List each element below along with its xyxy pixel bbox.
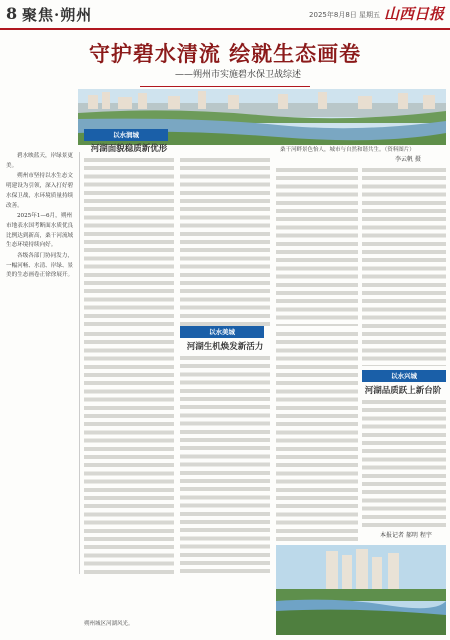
article-column xyxy=(276,166,358,326)
headline-subtitle: ——朔州市实施碧水保卫战综述 xyxy=(175,70,302,80)
article-column xyxy=(84,330,174,575)
lead-column xyxy=(6,152,76,572)
lead-paragraph: 朔州市坚持以水生态文明建设为引领，深入打好碧水保卫战，水环境质量持续改善。 xyxy=(6,173,74,209)
section-band: 以水润城 xyxy=(84,129,168,141)
top-photo-caption: 桑干河畔景色怡人，城市与自然和谐共生。（资料图片） xyxy=(280,147,415,153)
lead-paragraph: 2025年1—6月，朔州市地表水国考断面水质优良比例达到新高，桑干河流域生态环境持续向好。 xyxy=(6,213,74,249)
bottom-photo xyxy=(276,545,446,635)
page-number: 8 xyxy=(6,4,18,23)
headline-title: 守护碧水清流 绘就生态画卷 xyxy=(88,41,362,66)
title-rule xyxy=(140,86,310,87)
byline: 本报记者 郝明 程宇 xyxy=(380,532,432,539)
section-heading: 河湖生机焕发新活力 xyxy=(186,342,264,352)
section-band: 以水兴城 xyxy=(362,370,446,382)
section-band: 以水美城 xyxy=(180,326,264,338)
article-column xyxy=(180,354,270,575)
bottom-photo-caption: 朔州城区河湖风光。 xyxy=(84,621,134,627)
article-column xyxy=(362,398,446,528)
column-divider xyxy=(79,152,80,574)
article-column xyxy=(362,166,446,366)
section-heading: 河湖面貌稳质新优形 xyxy=(90,144,168,154)
article-column xyxy=(84,156,174,326)
article-column xyxy=(276,330,358,575)
photo-credit: 李云帆 摄 xyxy=(395,156,421,163)
newspaper-logo: 山西日报 xyxy=(383,5,444,23)
lead-paragraph: 碧水映蓝天，岸绿景更美。 xyxy=(6,153,73,169)
section-heading: 河湖品质跃上新台阶 xyxy=(364,386,442,396)
issue-date: 2025年8月8日 星期五 xyxy=(309,11,380,19)
page-header xyxy=(0,0,450,30)
article-column xyxy=(180,156,270,326)
section-title: 聚焦·朔州 xyxy=(22,6,93,24)
lead-paragraph: 各级各部门协同发力，一幅河畅、水清、岸绿、景美的生态画卷正徐徐展开。 xyxy=(6,253,74,279)
